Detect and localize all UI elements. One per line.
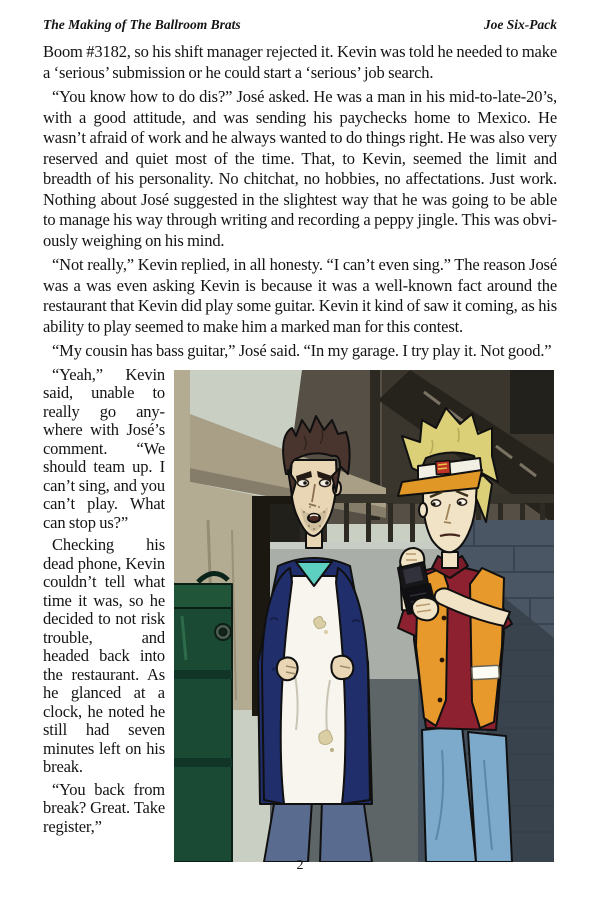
- paragraph: Checking his dead phone, Kevin couldn’t tell what time it was, so he decided to not risk trouble, and headed back into the restaurant. As he glanced at a clock, he noted he still had seven minutes left on his break.: [43, 535, 165, 776]
- paragraph: “You back from break? Great. Take register,”: [43, 779, 165, 836]
- paragraph: “My cousin has bass guitar,” José said. “In my garage. I try play it. Not good.”: [52, 341, 552, 360]
- running-head-author: Joe Six-Pack: [483, 17, 557, 32]
- paragraph: Boom #3182, so his shift manager rejected it. Kevin was told he needed to make a ‘serious’ submission or he could start a ‘serious’ job search.: [43, 42, 557, 82]
- name-tag: [472, 665, 500, 679]
- running-head: [43, 17, 557, 33]
- page-number: 2: [296, 858, 304, 873]
- paragraph: “Yeah,” Kevin said, unable to really go anywhere with José’s comment. “We should team up. I can’t sing, and you can’t play. What can stop us?”: [43, 364, 165, 532]
- dumpster: [174, 573, 232, 862]
- paragraph: “You know how to do dis?” José asked. He was a man in his mid-to-late-20’s, with a good attitude, and was sending his paychecks home to Mexico. He wasn’t afraid of work and he always wanted to do things right. He was also very reserved and quiet most of the time. That, to Kevin, seemed the limit and breadth of his personality. No chitchat, no hobbies, no affectations. Just work. Nothing about José suggested in the slightest way that he was going to be able to manage his way through writing and recording a peppy jingle. This was obviously weighing on his mind.: [43, 87, 557, 250]
- story-text: [43, 42, 557, 868]
- story-illustration: [174, 370, 554, 862]
- running-head-title: The Making of The Ballroom Brats: [43, 17, 241, 32]
- paragraph: “Not really,” Kevin replied, in all honesty. “I can’t even sing.” The reason José was a was even asking Kevin is because it was a well-known fact around the restaurant that Kevin did play some guitar. Kevin it kind of saw it coming, as his ability to play seemed to make him a marked man for this contest.: [43, 255, 557, 336]
